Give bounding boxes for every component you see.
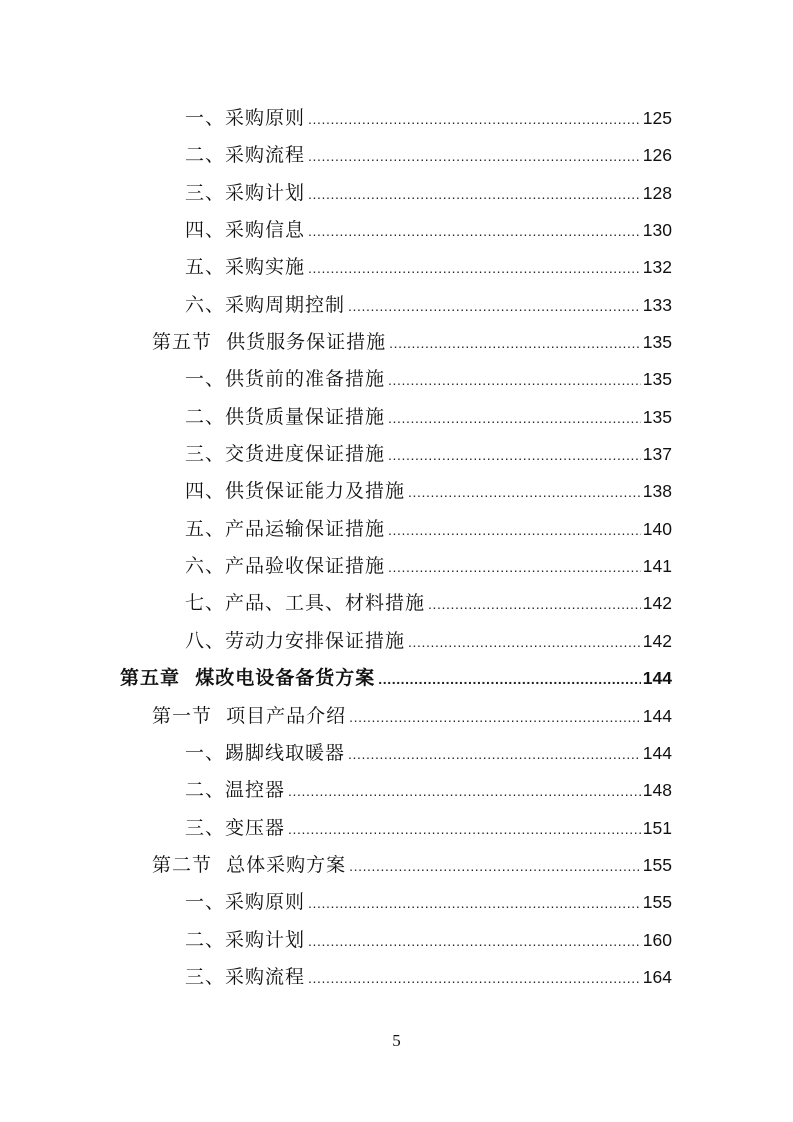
toc-entry-label: 二、采购计划 [185,928,306,951]
dot-leader [349,699,641,736]
toc-entry-label: 三、变压器 [185,816,286,839]
toc-entry-page: 133 [642,294,672,315]
toc-entry[interactable] [0,399,672,436]
toc-entry-label: 第一节 项目产品介绍 [152,704,347,727]
toc-entry-page: 126 [642,145,672,166]
dot-leader [308,250,641,287]
toc-entry-page: 135 [642,406,672,427]
toc-entry-label: 六、产品验收保证措施 [185,555,386,578]
toc-entry-label: 一、采购原则 [185,891,306,914]
toc-entry[interactable] [0,212,672,249]
toc-entry[interactable] [0,436,672,473]
toc-entry-page: 132 [642,257,672,278]
toc-entry-label: 五、产品运输保证措施 [185,517,386,540]
toc-entry-page: 151 [642,817,672,838]
toc-entry-label: 四、供货保证能力及措施 [185,480,406,503]
page-number: 5 [392,1031,401,1050]
toc-entry-page: 142 [642,593,672,614]
toc-entry[interactable] [0,361,672,398]
toc-entry-label: 五、采购实施 [185,256,306,279]
dot-leader [308,213,641,250]
toc-entry-label: 六、采购周期控制 [185,293,346,316]
table-of-contents [0,100,793,996]
toc-entry-page: 130 [642,220,672,241]
toc-entry-page: 135 [642,369,672,390]
toc-entry-page: 140 [642,518,672,539]
toc-entry-page: 135 [642,332,672,353]
toc-entry-label: 第五节 供货服务保证措施 [152,331,387,354]
dot-leader [349,848,641,885]
toc-entry-page: 125 [642,108,672,128]
dot-leader [388,437,641,474]
toc-entry-page: 141 [642,556,672,577]
toc-entry[interactable] [0,548,672,585]
toc-entry-label: 二、供货质量保证措施 [185,405,386,428]
dot-leader [348,736,641,773]
toc-entry[interactable] [0,623,672,660]
dot-leader [348,288,641,325]
toc-entry-page: 155 [642,854,672,875]
toc-entry[interactable] [0,473,672,510]
toc-entry-page: 142 [642,630,672,651]
toc-entry-label: 八、劳动力安排保证措施 [185,629,406,652]
toc-entry-page: 155 [642,892,672,913]
toc-entry[interactable] [0,772,672,809]
dot-leader [378,661,641,698]
toc-entry[interactable] [0,100,672,137]
toc-entry-page: 160 [642,929,672,950]
dot-leader [388,400,641,437]
toc-section-entry[interactable] [0,698,672,735]
toc-entry-label: 七、产品、工具、材料措施 [185,592,426,615]
dot-leader [308,923,641,960]
toc-entry-page: 138 [642,481,672,502]
toc-entry-label: 四、采购信息 [185,219,306,242]
toc-section-entry[interactable] [0,324,672,361]
toc-entry[interactable] [0,249,672,286]
toc-entry[interactable] [0,810,672,847]
toc-entry-label: 一、供货前的准备措施 [185,368,386,391]
dot-leader [408,474,641,511]
toc-entry-label: 三、采购流程 [185,965,306,988]
toc-entry[interactable] [0,884,672,921]
toc-entry[interactable] [0,137,672,174]
dot-leader [388,512,641,549]
dot-leader [389,325,641,362]
dot-leader [408,624,641,661]
dot-leader [288,773,641,810]
toc-chapter-entry[interactable] [0,660,672,697]
dot-leader [388,549,641,586]
toc-entry-page: 144 [642,705,672,726]
toc-entry-label: 二、温控器 [185,779,286,802]
dot-leader [308,176,641,213]
dot-leader [308,101,641,138]
toc-entry-page: 164 [642,966,672,987]
toc-entry-label: 三、交货进度保证措施 [185,443,386,466]
toc-entry[interactable] [0,585,672,622]
dot-leader [308,960,641,997]
toc-entry[interactable] [0,959,672,996]
toc-entry-label: 二、采购流程 [185,144,306,167]
toc-entry[interactable] [0,735,672,772]
toc-entry[interactable] [0,175,672,212]
toc-entry[interactable] [0,511,672,548]
toc-section-entry[interactable] [0,847,672,884]
toc-entry-page: 144 [642,668,672,689]
toc-entry-page: 144 [642,742,672,763]
dot-leader [388,362,641,399]
toc-entry-page: 128 [642,182,672,203]
dot-leader [288,811,641,848]
toc-entry[interactable] [0,287,672,324]
toc-entry-page: 137 [642,444,672,465]
toc-entry-label: 第五章 煤改电设备备货方案 [120,667,376,690]
toc-entry-page: 148 [642,780,672,801]
dot-leader [308,885,641,922]
toc-entry-label: 一、采购原则 [185,107,306,129]
toc-entry-label: 三、采购计划 [185,181,306,204]
dot-leader [428,586,641,623]
dot-leader [308,138,641,175]
toc-entry-label: 一、踢脚线取暖器 [185,741,346,764]
toc-entry-label: 第二节 总体采购方案 [152,853,347,876]
toc-entry[interactable] [0,922,672,959]
